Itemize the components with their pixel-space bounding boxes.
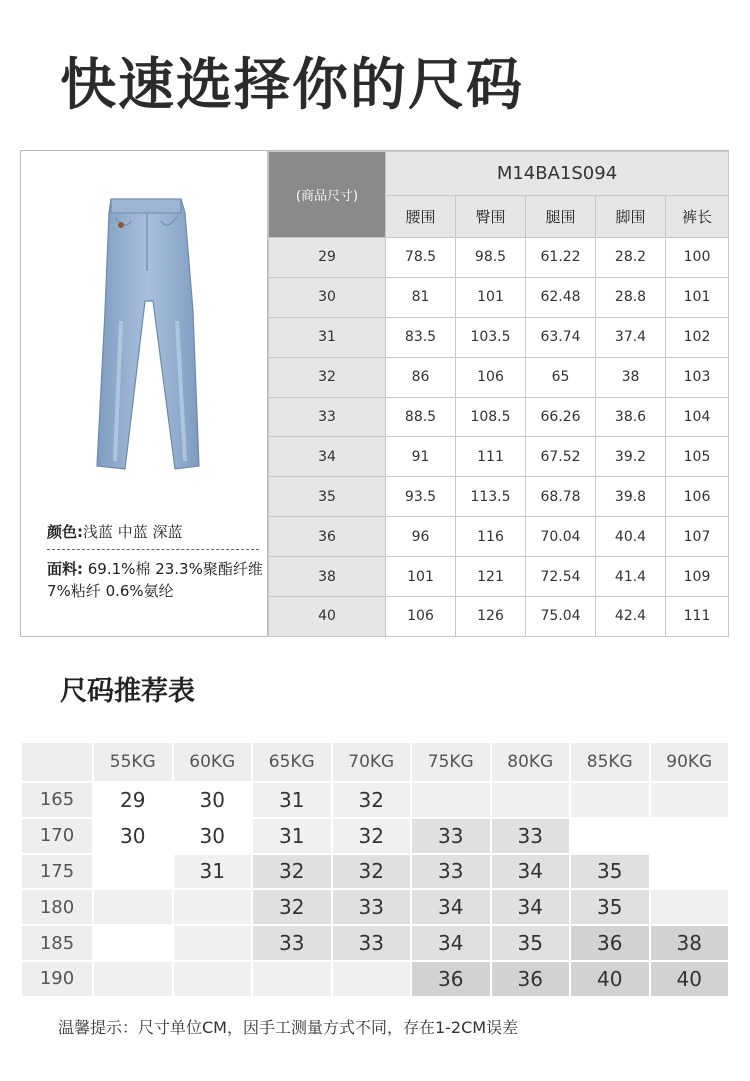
recommend-cell: 31	[173, 854, 253, 890]
recommend-cell: 38	[650, 925, 730, 961]
recommend-title: 尺码推荐表	[60, 676, 195, 707]
weight-header: 70KG	[332, 742, 412, 782]
recommend-cell: 32	[332, 818, 412, 854]
recommend-cell: 35	[491, 925, 571, 961]
size-cell: 65	[526, 357, 596, 397]
recommend-cell	[93, 961, 173, 997]
recommend-cell	[173, 925, 253, 961]
recommend-cell: 32	[252, 854, 332, 890]
size-cell: 100	[666, 238, 729, 278]
size-label: 38	[269, 557, 386, 597]
size-cell: 68.78	[526, 477, 596, 517]
recommend-cell: 33	[252, 925, 332, 961]
size-label: 30	[269, 277, 386, 317]
size-cell: 91	[386, 437, 456, 477]
table-row	[269, 557, 729, 597]
size-cell: 28.8	[596, 277, 666, 317]
size-cell: 121	[456, 557, 526, 597]
size-cell: 83.5	[386, 317, 456, 357]
size-cell: 111	[456, 437, 526, 477]
recommend-cell	[332, 961, 412, 997]
recommend-cell: 30	[173, 782, 253, 818]
height-label: 190	[21, 961, 93, 997]
size-cell: 103	[666, 357, 729, 397]
corner-cell	[21, 742, 93, 782]
size-cell: 66.26	[526, 397, 596, 437]
size-cell: 28.2	[596, 238, 666, 278]
recommend-cell	[173, 889, 253, 925]
size-cell: 42.4	[596, 597, 666, 637]
fabric-value: 69.1%棉 23.3%聚酯纤维 7%粘纤 0.6%氨纶	[47, 560, 263, 600]
model-number: M14BA1S094	[386, 152, 729, 196]
recommend-cell	[491, 782, 571, 818]
recommend-cell	[173, 961, 253, 997]
recommend-cell: 36	[491, 961, 571, 997]
recommend-cell: 36	[411, 961, 491, 997]
jeans-icon	[81, 191, 211, 491]
size-label: 31	[269, 317, 386, 357]
size-cell: 126	[456, 597, 526, 637]
height-label: 175	[21, 854, 93, 890]
recommend-cell: 35	[570, 889, 650, 925]
weight-header: 65KG	[252, 742, 332, 782]
column-header: 腿围	[526, 196, 596, 238]
recommend-cell	[252, 961, 332, 997]
size-cell: 102	[666, 317, 729, 357]
size-cell: 116	[456, 517, 526, 557]
table-row	[269, 277, 729, 317]
size-label: 29	[269, 238, 386, 278]
recommend-cell: 33	[332, 889, 412, 925]
recommend-cell	[93, 925, 173, 961]
recommend-cell: 33	[491, 818, 571, 854]
size-label: 40	[269, 597, 386, 637]
table-row	[269, 517, 729, 557]
table-row	[269, 437, 729, 477]
recommend-cell: 31	[252, 818, 332, 854]
color-value: 浅蓝 中蓝 深蓝	[83, 523, 183, 541]
recommend-cell	[93, 889, 173, 925]
size-cell: 78.5	[386, 238, 456, 278]
recommend-cell: 32	[332, 854, 412, 890]
size-label: 34	[269, 437, 386, 477]
recommend-cell: 40	[570, 961, 650, 997]
size-cell: 67.52	[526, 437, 596, 477]
recommend-cell: 36	[570, 925, 650, 961]
size-cell: 113.5	[456, 477, 526, 517]
fabric-label: 面料:	[47, 560, 83, 578]
dashed-divider	[47, 549, 259, 550]
size-cell: 96	[386, 517, 456, 557]
recommend-cell	[650, 889, 730, 925]
weight-header: 60KG	[173, 742, 253, 782]
recommend-cell: 29	[93, 782, 173, 818]
column-header: 腰围	[386, 196, 456, 238]
recommend-cell	[650, 854, 730, 890]
weight-header: 85KG	[570, 742, 650, 782]
size-cell: 106	[386, 597, 456, 637]
product-info	[47, 521, 265, 602]
size-header: (商品尺寸)	[269, 152, 386, 238]
size-cell: 93.5	[386, 477, 456, 517]
size-cell: 88.5	[386, 397, 456, 437]
size-cell: 105	[666, 437, 729, 477]
weight-header: 55KG	[93, 742, 173, 782]
recommend-row	[21, 782, 729, 818]
table-row	[269, 238, 729, 278]
size-table	[268, 151, 729, 637]
size-cell: 111	[666, 597, 729, 637]
size-cell: 75.04	[526, 597, 596, 637]
height-label: 170	[21, 818, 93, 854]
size-cell: 101	[456, 277, 526, 317]
recommend-cell: 34	[411, 925, 491, 961]
size-cell: 106	[666, 477, 729, 517]
column-header: 裤长	[666, 196, 729, 238]
size-cell: 98.5	[456, 238, 526, 278]
size-label: 35	[269, 477, 386, 517]
recommend-cell	[93, 854, 173, 890]
weight-header: 75KG	[411, 742, 491, 782]
recommend-cell: 35	[570, 854, 650, 890]
recommend-cell: 34	[411, 889, 491, 925]
table-row	[269, 317, 729, 357]
size-cell: 63.74	[526, 317, 596, 357]
recommend-cell: 32	[252, 889, 332, 925]
weight-header: 90KG	[650, 742, 730, 782]
table-row	[269, 357, 729, 397]
size-label: 33	[269, 397, 386, 437]
measurement-note: 温馨提示：尺寸单位CM，因手工测量方式不同，存在1-2CM误差	[58, 1018, 519, 1037]
size-cell: 39.8	[596, 477, 666, 517]
recommend-cell: 30	[173, 818, 253, 854]
size-cell: 104	[666, 397, 729, 437]
color-label: 颜色:	[47, 523, 83, 541]
recommend-table	[20, 741, 730, 998]
recommend-row	[21, 818, 729, 854]
size-cell: 101	[386, 557, 456, 597]
recommend-cell: 33	[411, 818, 491, 854]
recommend-cell: 34	[491, 889, 571, 925]
size-cell: 81	[386, 277, 456, 317]
weight-header: 80KG	[491, 742, 571, 782]
size-cell: 37.4	[596, 317, 666, 357]
recommend-row	[21, 961, 729, 997]
size-cell: 70.04	[526, 517, 596, 557]
size-label: 36	[269, 517, 386, 557]
height-label: 180	[21, 889, 93, 925]
product-panel	[21, 151, 268, 636]
recommend-cell	[411, 782, 491, 818]
table-row	[269, 397, 729, 437]
size-cell: 39.2	[596, 437, 666, 477]
page-title: 快速选择你的尺码	[60, 53, 524, 118]
size-cell: 72.54	[526, 557, 596, 597]
height-label: 185	[21, 925, 93, 961]
size-cell: 86	[386, 357, 456, 397]
table-row	[269, 597, 729, 637]
recommend-cell: 33	[332, 925, 412, 961]
recommend-row	[21, 889, 729, 925]
column-header: 脚围	[596, 196, 666, 238]
fabric-line	[47, 558, 265, 602]
column-header: 臀围	[456, 196, 526, 238]
size-cell: 38.6	[596, 397, 666, 437]
recommend-cell: 40	[650, 961, 730, 997]
color-line	[47, 521, 265, 543]
size-cell: 107	[666, 517, 729, 557]
recommend-row	[21, 925, 729, 961]
recommend-cell: 32	[332, 782, 412, 818]
size-cell: 38	[596, 357, 666, 397]
recommend-row	[21, 854, 729, 890]
size-cell: 108.5	[456, 397, 526, 437]
size-cell: 62.48	[526, 277, 596, 317]
size-cell: 101	[666, 277, 729, 317]
table-row	[269, 477, 729, 517]
height-label: 165	[21, 782, 93, 818]
size-cell: 40.4	[596, 517, 666, 557]
size-cell: 41.4	[596, 557, 666, 597]
recommend-cell: 30	[93, 818, 173, 854]
size-chart	[20, 150, 729, 637]
recommend-cell: 34	[491, 854, 571, 890]
recommend-cell: 31	[252, 782, 332, 818]
recommend-cell	[570, 782, 650, 818]
size-label: 32	[269, 357, 386, 397]
size-cell: 109	[666, 557, 729, 597]
recommend-cell	[650, 818, 730, 854]
size-cell: 61.22	[526, 238, 596, 278]
size-cell: 106	[456, 357, 526, 397]
recommend-cell	[650, 782, 730, 818]
recommend-cell: 33	[411, 854, 491, 890]
recommend-cell	[570, 818, 650, 854]
size-cell: 103.5	[456, 317, 526, 357]
